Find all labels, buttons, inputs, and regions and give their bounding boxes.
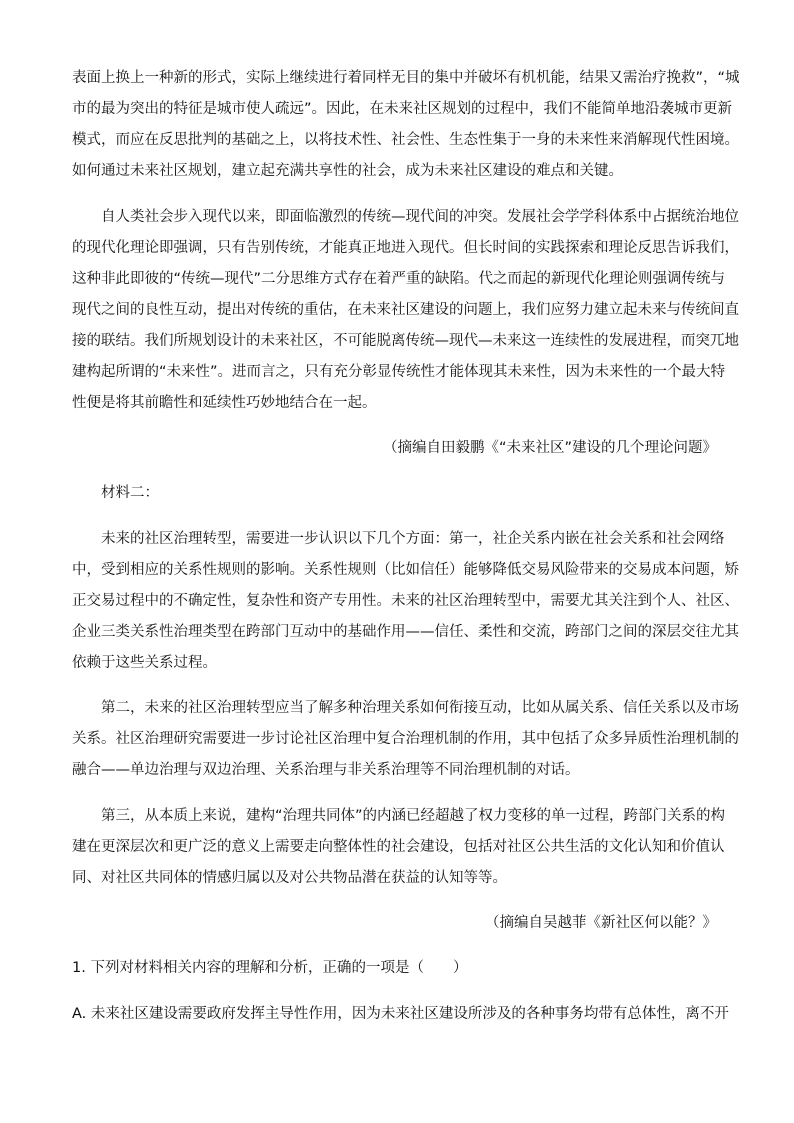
source-citation-1: （摘编自田毅鹏《“未来社区”建设的几个理论问题》 bbox=[382, 440, 717, 456]
paragraph-1-line-4: 如何通过未来社区规划，建立起充满共享性的社会，成为未来社区建设的难点和关键。 bbox=[72, 163, 623, 179]
paragraph-3-line-2: 中，受到相应的关系性规则的影响。关系性规则（比如信任）能够降低交易风险带来的交易成本问题，矫 bbox=[72, 562, 739, 578]
paragraph-3-line-5: 依赖于这些关系过程。 bbox=[72, 655, 217, 671]
paragraph-2-line-7: 性便是将其前瞻性和延续性巧妙地结合在一起。 bbox=[72, 395, 377, 411]
paragraph-2-line-4: 现代之间的良性互动，提出对传统的重估，在未来社区建设的问题上，我们应努力建立起未来与传统间直 bbox=[72, 302, 739, 318]
question-1-stem: 1. 下列对材料相关内容的理解和分析，正确的一项是（ ） bbox=[72, 960, 468, 976]
paragraph-1-line-1: 表面上换上一种新的形式，实际上继续进行着同样无目的集中并破坏有机机能，结果又需治疗挽救”，“城 bbox=[72, 70, 740, 86]
paragraph-5-line-1: 第三，从本质上来说，建构“治理共同体”的内涵已经超越了权力变移的单一过程，跨部门关系的构 bbox=[101, 808, 726, 824]
paragraph-5-line-3: 同、对社区共同体的情感归属以及对公共物品潜在获益的认知等等。 bbox=[72, 870, 507, 886]
paragraph-1-line-2: 市的最为突出的特征是城市使人疏远”。因此，在未来社区规划的过程中，我们不能简单地沿袭城市更新 bbox=[72, 101, 733, 117]
question-1-option-a: A. 未来社区建设需要政府发挥主导性作用，因为未来社区建设所涉及的各种事务均带有总体性，离不开 bbox=[72, 1006, 729, 1022]
paragraph-3-line-3: 正交易过程中的不确定性，复杂性和资产专用性。未来的社区治理转型中，需要尤其关注到个人、社区、 bbox=[72, 593, 739, 609]
paragraph-3-line-1: 未来的社区治理转型，需要进一步认识以下几个方面：第一，社企关系内嵌在社会关系和社会网络 bbox=[101, 531, 725, 547]
paragraph-2-line-1: 自人类社会步入现代以来，即面临激烈的传统—现代间的冲突。发展社会学学科体系中占据统治地位 bbox=[101, 209, 739, 225]
paragraph-4-line-2: 关系。社区治理研究需要进一步讨论社区治理中复合治理机制的作用，其中包括了众多异质性治理机制的 bbox=[72, 731, 739, 747]
paragraph-5-line-2: 建在更深层次和更广泛的意义上需要走向整体性的社会建设，包括对社区公共生活的文化认知和价值认 bbox=[72, 839, 725, 855]
paragraph-2-line-6: 建构起所谓的“未来性”。进而言之，只有充分彰显传统性才能体现其未来性，因为未来性的一个最大特 bbox=[72, 364, 726, 380]
paragraph-1-line-3: 模式，而应在反思批判的基础之上，以将技术性、社会性、生态性集于一身的未来性来消解现代性困境。 bbox=[72, 132, 739, 148]
paragraph-4-line-3: 融合——单边治理与双边治理、关系治理与非关系治理等不同治理机制的对话。 bbox=[72, 762, 580, 778]
paragraph-2-line-3: 这种非此即彼的“传统—现代”二分思维方式存在着严重的缺陷。代之而起的新现代化理论则强调传统与 bbox=[72, 271, 726, 287]
paragraph-2-line-5: 接的联结。我们所规划设计的未来社区，不可能脱离传统—现代—未来这一连续性的发展进程，而突兀地 bbox=[72, 333, 739, 349]
paragraph-4-line-1: 第二，未来的社区治理转型应当了解多种治理关系如何衔接互动，比如从属关系、信任关系以及市场 bbox=[101, 700, 739, 716]
material-2-heading: 材料二： bbox=[101, 485, 159, 501]
paragraph-3-line-4: 企业三类关系性治理类型在跨部门互动中的基础作用——信任、柔性和交流，跨部门之间的深层交往尤其 bbox=[72, 624, 739, 640]
paragraph-2-line-2: 的现代化理论即强调，只有告别传统，才能真正地进入现代。但长时间的实践探索和理论反思告诉我们， bbox=[72, 240, 739, 256]
source-citation-2: （摘编自吴越菲《新社区何以能？》 bbox=[485, 915, 717, 931]
